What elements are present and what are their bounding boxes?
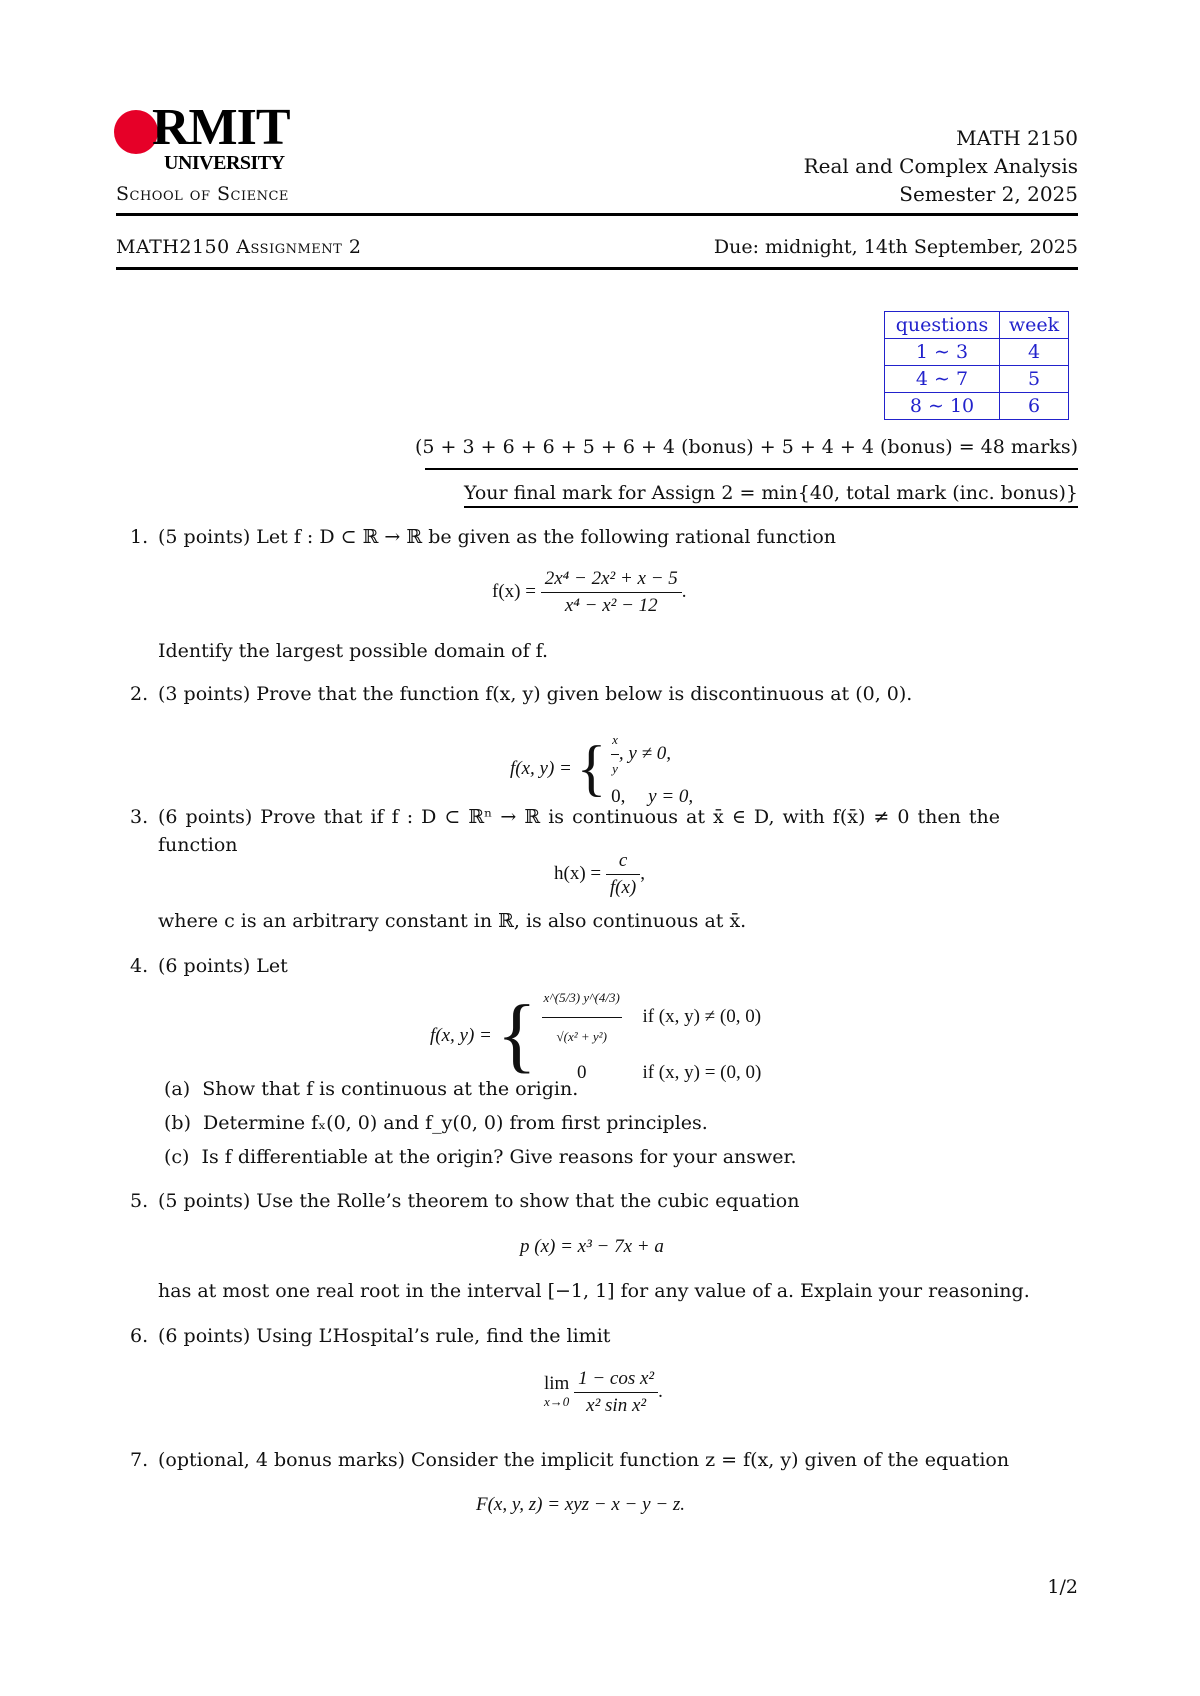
marks-summary: (5 + 3 + 6 + 6 + 5 + 6 + 4 (bonus) + 5 + 4 + 4 (bonus) = 48 marks)	[415, 436, 1078, 458]
course-name: Real and Complex Analysis	[803, 154, 1078, 178]
q6-limit	[544, 1372, 570, 1411]
q2-case1-cond: , y ≠ 0,	[618, 742, 672, 764]
logo-subtitle: UNIVERSITY	[164, 152, 285, 174]
q4-cases	[542, 980, 762, 1091]
q3-intro-cont: function	[158, 834, 238, 856]
title-divider	[116, 267, 1078, 270]
q6-lim: lim	[544, 1372, 570, 1394]
header-divider	[116, 213, 1078, 216]
q4-part-a	[164, 1078, 578, 1100]
q3-numerator: c	[606, 850, 640, 875]
q3-equation	[554, 850, 645, 899]
table-row	[885, 393, 1069, 420]
part-text: Determine fₓ(0, 0) and f_y(0, 0) from first principles.	[203, 1112, 708, 1134]
q4-part-b	[164, 1112, 708, 1134]
course-code: MATH 2150	[956, 126, 1078, 150]
table-cell: 1 ∼ 3	[885, 339, 1000, 366]
q4-case1-cond: if (x, y) ≠ (0, 0)	[642, 1005, 762, 1027]
q4-case1-num: x^(5/3) y^(4/3)	[542, 980, 622, 1018]
course-info	[804, 124, 1078, 208]
table-header-row	[885, 312, 1069, 339]
q3-fraction	[606, 850, 640, 899]
logo-word: RMIT	[152, 99, 290, 156]
table-row	[885, 339, 1069, 366]
q4-case2-cond: if (x, y) = (0, 0)	[642, 1062, 762, 1083]
q6-lim-sub: x→0	[544, 1393, 570, 1409]
q2-lhs: f(x, y) =	[510, 757, 572, 779]
q7-intro: (optional, 4 bonus marks) Consider the implicit function z = f(x, y) given of the equation	[158, 1449, 1010, 1471]
marks-divider	[425, 468, 1078, 470]
table-cell: 6	[1000, 393, 1069, 420]
q6-end: .	[658, 1380, 663, 1402]
q1-lhs: f(x) =	[492, 580, 536, 602]
table-cell: 4	[1000, 339, 1069, 366]
q1-intro: (5 points) Let f : D ⊂ ℝ → ℝ be given as the following rational function	[158, 526, 837, 548]
q1-denominator: x⁴ − x² − 12	[564, 595, 658, 616]
q1-numerator: 2x⁴ − 2x² + x − 5	[541, 568, 682, 593]
left-brace: {	[496, 988, 537, 1082]
final-mark-rule: Your final mark for Assign 2 = min{40, total mark (inc. bonus)}	[464, 482, 1078, 508]
q2-intro: (3 points) Prove that the function f(x, y) given below is discontinuous at (0, 0).	[158, 683, 913, 705]
q5-intro: (5 points) Use the Rolle’s theorem to show that the cubic equation	[158, 1190, 800, 1212]
table-cell: 5	[1000, 366, 1069, 393]
part-label: (a)	[164, 1078, 191, 1100]
left-brace: {	[576, 734, 607, 803]
q1-equation	[492, 568, 687, 617]
q2-cases	[611, 726, 693, 811]
q2-case1-den: y	[612, 761, 618, 776]
due-date: Due: midnight, 14th September, 2025	[713, 236, 1078, 258]
page-number: 1/2	[1047, 1576, 1078, 1598]
q4-case2-val: 0	[576, 1062, 587, 1083]
part-label: (b)	[164, 1112, 191, 1134]
question-number: 2.	[130, 683, 149, 705]
school-name: School of Science	[116, 183, 289, 205]
table-header: week	[1000, 312, 1069, 339]
q2-case-1	[611, 726, 693, 783]
question-number: 3.	[130, 806, 149, 828]
q2-case1-fraction	[611, 726, 619, 783]
q3-lhs: h(x) =	[554, 862, 602, 884]
q6-equation	[544, 1368, 663, 1417]
q6-fraction	[574, 1368, 658, 1417]
q6-numerator: 1 − cos x²	[574, 1368, 658, 1393]
q1-end: .	[681, 580, 687, 602]
q6-denominator: x² sin x²	[586, 1395, 647, 1416]
q4-intro: (6 points) Let	[158, 955, 288, 977]
q4-case1-fraction	[542, 980, 622, 1055]
q4-lhs: f(x, y) =	[430, 1024, 492, 1046]
q3-denominator: f(x)	[609, 877, 637, 898]
q2-case1-num: x	[611, 726, 619, 755]
rmit-logo	[114, 99, 314, 176]
q1-fraction	[541, 568, 682, 617]
assignment-title: MATH2150 Assignment 2	[116, 236, 362, 258]
question-number: 7.	[130, 1449, 149, 1471]
part-text: Is f differentiable at the origin? Give reasons for your answer.	[201, 1146, 797, 1168]
q3-task: where c is an arbitrary constant in ℝ, is also continuous at x̄.	[158, 910, 747, 932]
q1-task: Identify the largest possible domain of f.	[158, 640, 549, 662]
q4-part-c	[164, 1146, 797, 1168]
q4-equation	[430, 980, 761, 1091]
q2-case2-val: 0,	[611, 786, 626, 807]
question-number: 6.	[130, 1325, 149, 1347]
q4-case1-den: √(x² + y²)	[556, 1029, 607, 1044]
question-number: 1.	[130, 526, 149, 548]
q6-intro: (6 points) Using L’Hospital’s rule, find the limit	[158, 1325, 611, 1347]
q3-end: ,	[640, 862, 645, 884]
part-text: Show that f is continuous at the origin.	[202, 1078, 579, 1100]
q2-equation	[510, 726, 693, 811]
part-label: (c)	[164, 1146, 190, 1168]
q7-equation: F(x, y, z) = xyz − x − y − z.	[476, 1494, 686, 1515]
question-number: 5.	[130, 1190, 149, 1212]
q5-task: has at most one real root in the interval [−1, 1] for any value of a. Explain your reasoning.	[158, 1280, 1030, 1302]
semester: Semester 2, 2025	[899, 182, 1078, 206]
table-row	[885, 366, 1069, 393]
table-cell: 4 ∼ 7	[885, 366, 1000, 393]
table-header: questions	[885, 312, 1000, 339]
question-number: 4.	[130, 955, 149, 977]
schedule-table	[884, 311, 1069, 420]
table-cell: 8 ∼ 10	[885, 393, 1000, 420]
q3-intro: (6 points) Prove that if f : D ⊂ ℝⁿ → ℝ is continuous at x̄ ∈ D, with f(x̄) ≠ 0 then the	[158, 806, 1001, 828]
q2-case2-cond: y = 0,	[648, 786, 694, 807]
q5-equation: p (x) = x³ − 7x + a	[520, 1236, 664, 1257]
q4-case-1	[542, 980, 762, 1055]
